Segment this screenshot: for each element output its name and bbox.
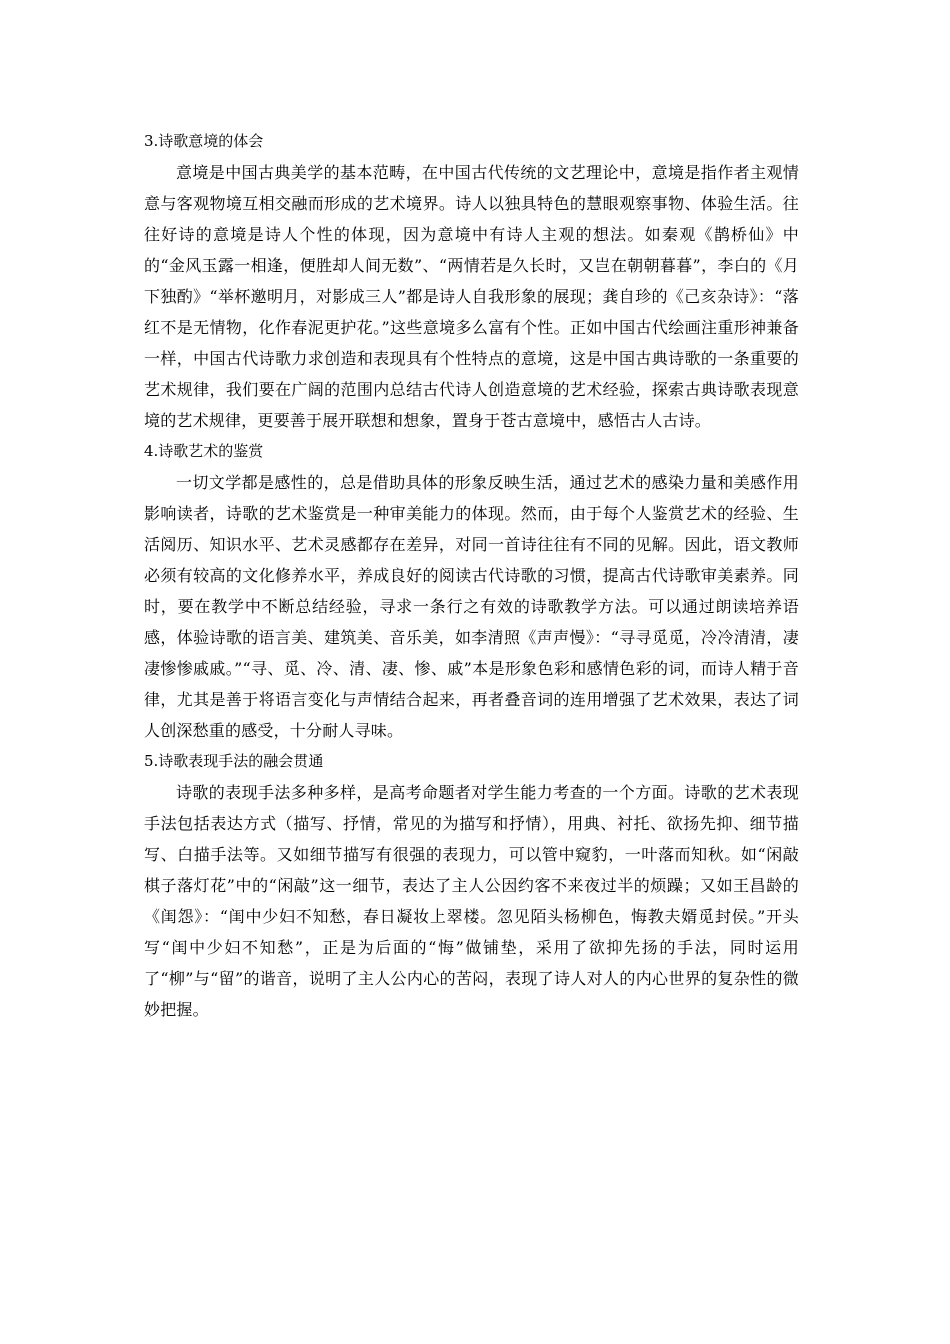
section-heading: 5.诗歌表现手法的融会贯通	[144, 752, 324, 770]
section-heading: 3.诗歌意境的体会	[144, 132, 264, 150]
section-paragraph: 意境是中国古典美学的基本范畴，在中国古代传统的文艺理论中，意境是指作者主观情意与客观物境互相交融而形成的艺术境界。诗人以独具特色的慧眼观察事物、体验生活。往往好诗的意境是诗人个性的体现，因为意境中有诗人主观的想法。如秦观《鹊桥仙》中的“金风玉露一相逢，便胜却人间无数”、“两情若是久长时，又岂在朝朝暮暮”，李白的《月下独酌》“举杯邀明月，对影成三人”都是诗人自我形象的展现；龚自珍的《己亥杂诗》：“落红不是无情物，化作春泥更护花。”这些意境多么富有个性。正如中国古代绘画注重形神兼备一样，中国古代诗歌力求创造和表现具有个性特点的意境，这是中国古典诗歌的一条重要的艺术规律，我们要在广阔的范围内总结古代诗人创造意境的艺术经验，探索古典诗歌表现意境的艺术规律，更要善于展开联想和想象，置身于苍古意境中，感悟古人古诗。	[144, 163, 799, 430]
section-heading: 4.诗歌艺术的鉴赏	[144, 442, 264, 460]
section-paragraph: 诗歌的表现手法多种多样，是高考命题者对学生能力考查的一个方面。诗歌的艺术表现手法包括表达方式（描写、抒情，常见的为描写和抒情），用典、衬托、欲扬先抑、细节描写、白描手法等。又如细节描写有很强的表现力，可以管中窥豹，一叶落而知秋。如“闲敲棋子落灯花”中的“闲敲”这一细节，表达了主人公因约客不来夜过半的烦躁；又如王昌龄的《闺怨》：“闺中少妇不知愁，春日凝妆上翠楼。忽见陌头杨柳色，悔教夫婿觅封侯。”开头写“闺中少妇不知愁”，正是为后面的“悔”做铺垫，采用了欲抑先扬的手法，同时运用了“柳”与“留”的谐音，说明了主人公内心的苦闷，表现了诗人对人的内心世界的复杂性的微妙把握。	[144, 783, 799, 1019]
document-page	[144, 126, 799, 1025]
section-expression-techniques	[144, 746, 799, 1025]
section-paragraph: 一切文学都是感性的，总是借助具体的形象反映生活，通过艺术的感染力量和美感作用影响读者，诗歌的艺术鉴赏是一种审美能力的体现。然而，由于每个人鉴赏艺术的经验、生活阅历、知识水平、艺术灵感都存在差异，对同一首诗往往有不同的见解。因此，语文教师必须有较高的文化修养水平，养成良好的阅读古代诗歌的习惯，提高古代诗歌审美素养。同时，要在教学中不断总结经验，寻求一条行之有效的诗歌教学方法。可以通过朗读培养语感，体验诗歌的语言美、建筑美、音乐美，如李清照《声声慢》：“寻寻觅觅，冷冷清清，凄凄惨惨戚戚。”“寻、觅、冷、清、凄、惨、戚”本是形象色彩和感情色彩的词，而诗人精于音律，尤其是善于将语言变化与声情结合起来，再者叠音词的连用增强了艺术效果，表达了词人创深愁重的感受，十分耐人寻味。	[144, 473, 799, 740]
section-poetry-appreciation	[144, 436, 799, 746]
section-poetic-mood	[144, 126, 799, 436]
